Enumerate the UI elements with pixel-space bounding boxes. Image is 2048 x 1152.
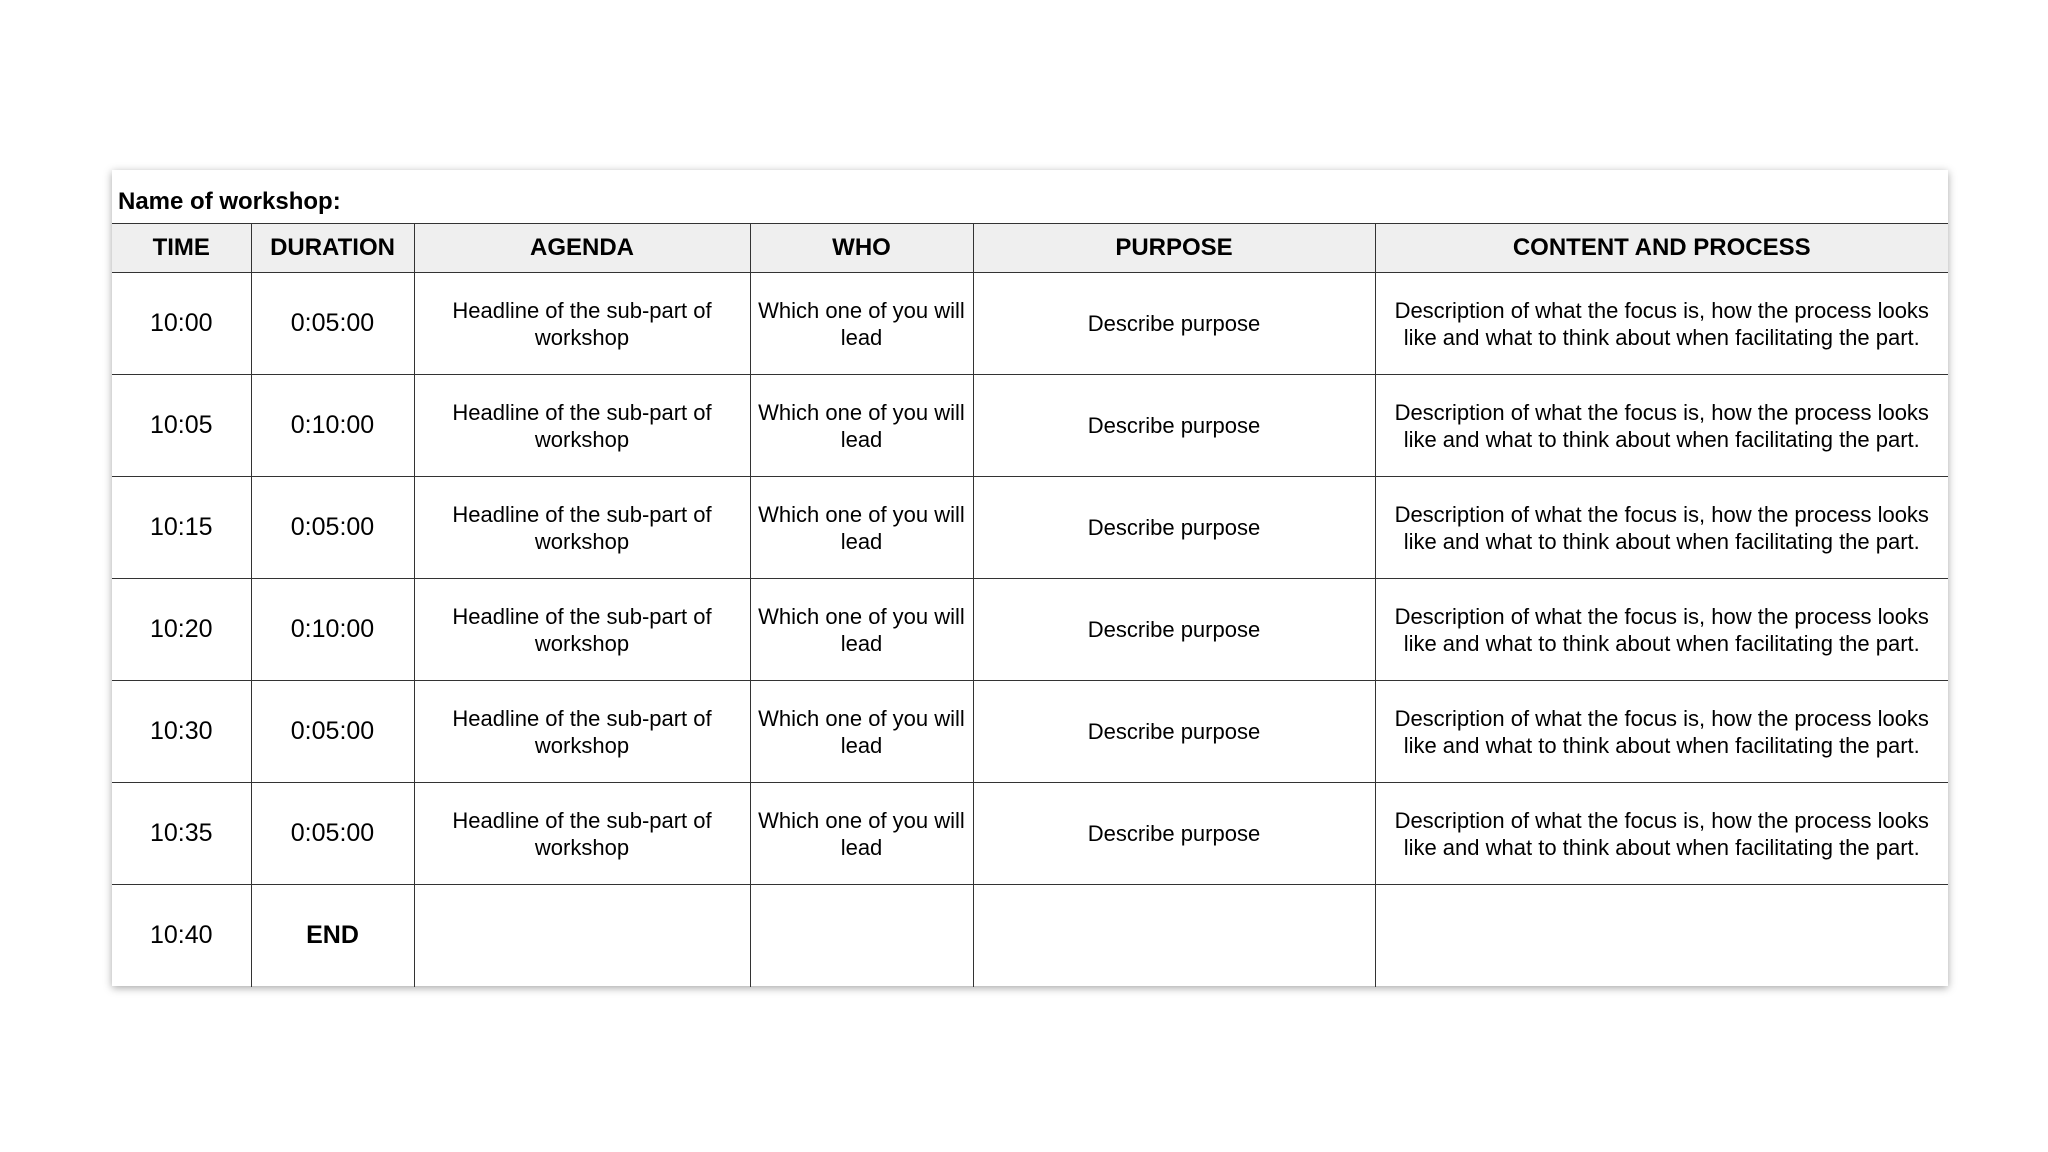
who-cell: Which one of you will lead — [750, 681, 973, 783]
agenda-sheet — [112, 170, 1948, 986]
column-header-purpose: PURPOSE — [973, 224, 1375, 273]
purpose-cell: Describe purpose — [973, 783, 1375, 885]
content-cell: Description of what the focus is, how the process looks like and what to think about when facilitating the part. — [1375, 681, 1948, 783]
time-cell: 10:00 — [112, 273, 251, 375]
table-row — [112, 477, 1948, 579]
purpose-cell: Describe purpose — [973, 681, 1375, 783]
time-cell: 10:30 — [112, 681, 251, 783]
agenda-cell — [414, 885, 750, 987]
agenda-cell: Headline of the sub-part of workshop — [414, 579, 750, 681]
time-cell: 10:20 — [112, 579, 251, 681]
purpose-cell: Describe purpose — [973, 579, 1375, 681]
column-header-content-and-process: CONTENT AND PROCESS — [1375, 224, 1948, 273]
purpose-cell — [973, 885, 1375, 987]
duration-cell: 0:10:00 — [251, 579, 414, 681]
content-cell — [1375, 885, 1948, 987]
content-cell: Description of what the focus is, how the process looks like and what to think about when facilitating the part. — [1375, 477, 1948, 579]
content-cell: Description of what the focus is, how the process looks like and what to think about when facilitating the part. — [1375, 375, 1948, 477]
who-cell: Which one of you will lead — [750, 273, 973, 375]
purpose-cell: Describe purpose — [973, 273, 1375, 375]
workshop-name-label: Name of workshop: — [118, 188, 341, 215]
time-cell: 10:40 — [112, 885, 251, 987]
purpose-cell: Describe purpose — [973, 477, 1375, 579]
who-cell: Which one of you will lead — [750, 783, 973, 885]
time-cell: 10:15 — [112, 477, 251, 579]
duration-cell: 0:05:00 — [251, 681, 414, 783]
table-row — [112, 681, 1948, 783]
table-row — [112, 579, 1948, 681]
agenda-cell: Headline of the sub-part of workshop — [414, 783, 750, 885]
table-row — [112, 273, 1948, 375]
time-cell: 10:35 — [112, 783, 251, 885]
header-row — [112, 224, 1948, 273]
duration-cell: 0:05:00 — [251, 783, 414, 885]
column-header-agenda: AGENDA — [414, 224, 750, 273]
content-cell: Description of what the focus is, how the process looks like and what to think about when facilitating the part. — [1375, 579, 1948, 681]
content-cell: Description of what the focus is, how the process looks like and what to think about when facilitating the part. — [1375, 783, 1948, 885]
table-row — [112, 783, 1948, 885]
duration-cell-end: END — [251, 885, 414, 987]
column-header-time: TIME — [112, 224, 251, 273]
who-cell: Which one of you will lead — [750, 477, 973, 579]
agenda-cell: Headline of the sub-part of workshop — [414, 375, 750, 477]
agenda-cell: Headline of the sub-part of workshop — [414, 477, 750, 579]
column-header-who: WHO — [750, 224, 973, 273]
who-cell: Which one of you will lead — [750, 579, 973, 681]
agenda-table — [112, 223, 1948, 987]
duration-cell: 0:05:00 — [251, 477, 414, 579]
who-cell: Which one of you will lead — [750, 375, 973, 477]
purpose-cell: Describe purpose — [973, 375, 1375, 477]
who-cell — [750, 885, 973, 987]
column-header-duration: DURATION — [251, 224, 414, 273]
duration-cell: 0:10:00 — [251, 375, 414, 477]
duration-cell: 0:05:00 — [251, 273, 414, 375]
agenda-cell: Headline of the sub-part of workshop — [414, 273, 750, 375]
content-cell: Description of what the focus is, how the process looks like and what to think about when facilitating the part. — [1375, 273, 1948, 375]
agenda-cell: Headline of the sub-part of workshop — [414, 681, 750, 783]
table-row — [112, 375, 1948, 477]
table-row-end — [112, 885, 1948, 987]
time-cell: 10:05 — [112, 375, 251, 477]
